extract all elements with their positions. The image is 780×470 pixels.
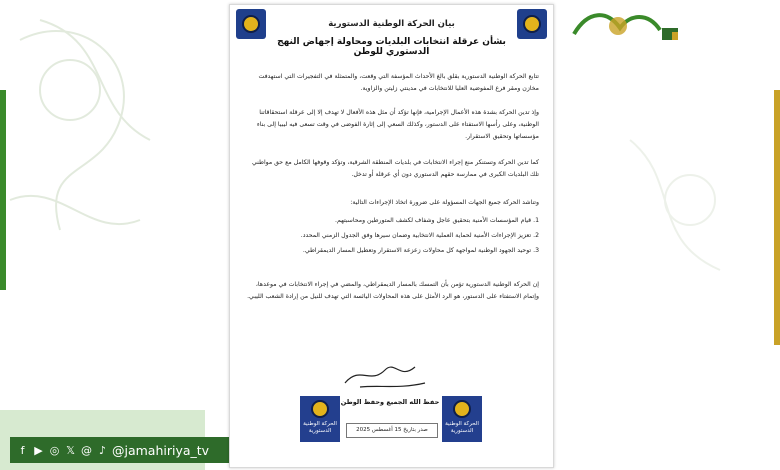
instagram-icon[interactable]: ◎ bbox=[49, 443, 60, 457]
paragraph-1: تتابع الحركة الوطنية الدستورية بقلق بالغ الأحداث المؤسفة التي وقعت، والمتمثلة في التفجيرات التي استهدفت مخازن ومقر فرع المفوضية العليا للانتخابات في مدينتي زليتن والزاوية. bbox=[258, 73, 539, 92]
right-accent-bar bbox=[774, 90, 780, 345]
social-media-bar bbox=[10, 437, 250, 463]
channel-logo bbox=[568, 4, 683, 46]
paragraph-3: كما تدين الحركة وتستنكر منع إجراء الانتخابات في بلديات المنطقة الشرقية، وتؤكد وقوفها الكامل مع حق مواطني تلك البلديات الكبرى في ممارسة حقهم الدستوري دون أي عرقلة أو تدخل. bbox=[252, 159, 539, 178]
party-logo-bottom-left bbox=[300, 396, 340, 442]
paragraph-4: وتناشد الحركة جميع الجهات المسؤولة على ضرورة اتخاذ الإجراءات التالية: bbox=[350, 199, 539, 206]
statement-document bbox=[229, 4, 554, 468]
threads-icon[interactable]: @ bbox=[81, 443, 92, 457]
list-item: 3. توحيد الجهود الوطنية لمواجهة كل محاولات زعزعة الاستقرار وتعطيل المسار الديمقراطي. bbox=[302, 247, 539, 254]
background-ornament bbox=[0, 0, 200, 300]
closing-line: حفظ الله الجميع وحفظ الوطن bbox=[340, 398, 440, 406]
party-crest-left bbox=[236, 9, 266, 39]
list-item: 2. تعزيز الإجراءات الأمنية لحماية العملية الانتخابية وضمان سيرها وفق الجدول الزمني المحدد. bbox=[300, 232, 539, 239]
issue-date: صدر بتاريخ 15 أغسطس 2025 bbox=[346, 423, 438, 438]
logo-text: الحركة الوطنية الدستورية bbox=[303, 421, 337, 434]
demands-list bbox=[244, 215, 539, 260]
left-accent-bar bbox=[0, 90, 6, 290]
logo-text: الحركة الوطنية الدستورية bbox=[445, 421, 479, 434]
closing-paragraph: إن الحركة الوطنية الدستورية تؤمن بأن التمسك بالمسار الديمقراطي، والمضي في إجراء الانتخابات في موعدها، وإتمام الاستفتاء على الدستور، هو الرد الأمثل على هذه المحاولات اليائسة التي تهدف للنيل من إرادة الشعب الليبي. bbox=[247, 281, 539, 300]
document-title: بيان الحركة الوطنية الدستورية bbox=[328, 19, 455, 29]
list-item: 1. قيام المؤسسات الأمنية بتحقيق عاجل وشفاف لكشف المتورطين ومحاسبتهم. bbox=[335, 217, 539, 224]
tiktok-icon[interactable]: ♪ bbox=[98, 443, 107, 457]
youtube-icon[interactable]: ▶ bbox=[34, 443, 43, 457]
handwritten-signature bbox=[340, 355, 430, 395]
document-subtitle: بشأن عرقلة انتخابات البلديات ومحاولة إجهاض النهج الدستوري للوطن bbox=[277, 37, 506, 57]
party-logo-bottom-right bbox=[442, 396, 482, 442]
facebook-icon[interactable]: f bbox=[20, 443, 25, 457]
party-crest-right bbox=[517, 9, 547, 39]
x-icon[interactable]: 𝕏 bbox=[66, 443, 75, 457]
background-ornament-right bbox=[620, 120, 760, 320]
social-handle[interactable]: @jamahiriya_tv bbox=[112, 442, 210, 458]
paragraph-2: وإذ تدين الحركة بشدة هذه الأعمال الإجرامية، فإنها تؤكد أن مثل هذه الأفعال لا تهدف إلا إلى عرقلة استحقاقاتنا الوطنية، وعلى رأسها الاستفتاء على الدستور، وكذلك السعي إلى إثارة الفوضى في وقت تسعى فيه ليبيا إلى بناء مؤسساتها وتحقيق الاستقرار. bbox=[256, 109, 539, 140]
